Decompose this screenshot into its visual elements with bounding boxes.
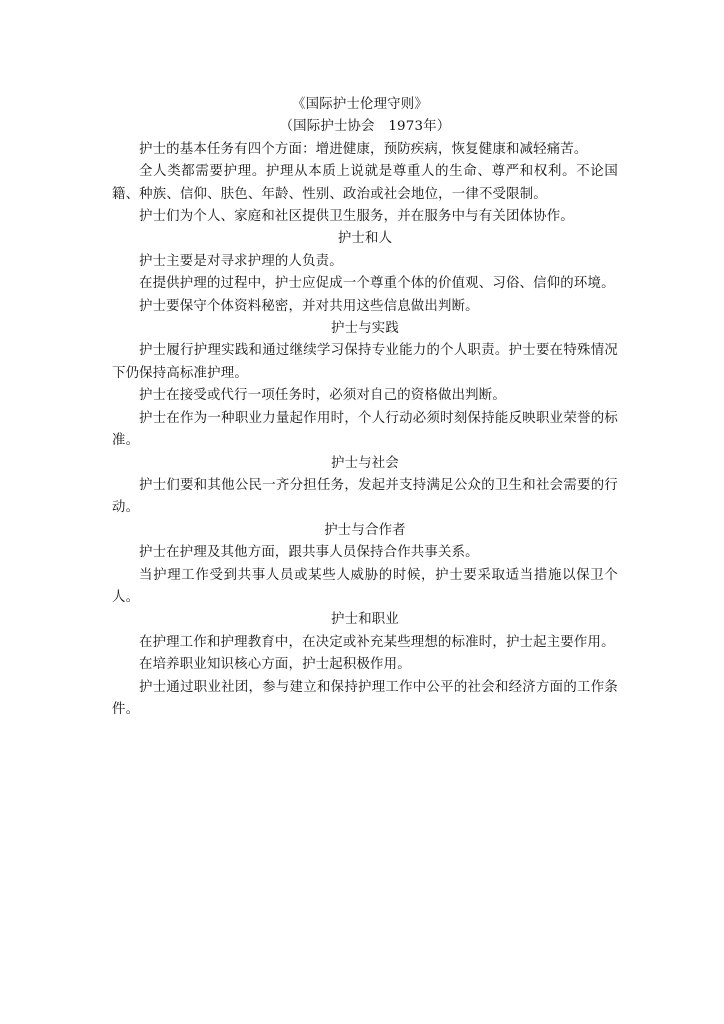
intro-paragraph: 护士的基本任务有四个方面：增进健康，预防疾病，恢复健康和减轻痛苦。 — [139, 141, 588, 157]
section-paragraph: 在提供护理的过程中，护士应促成一个尊重个体的价值观、习俗、信仰的环境。 — [139, 276, 615, 292]
section-heading-nurses-and-people: 护士和人 — [337, 231, 393, 247]
section-paragraph: 护士履行护理实践和通过继续学习保持专业能力的个人职责。护士要在特殊情况下仍保持高标准护理。 — [112, 343, 618, 381]
section-heading-nurses-and-society: 护士与社会 — [331, 455, 399, 471]
intro-paragraph: 护士们为个人、家庭和社区提供卫生服务，并在服务中与有关团体协作。 — [139, 209, 574, 225]
document-subtitle: （国际护士协会 1973年） — [279, 119, 451, 135]
section-paragraph: 在护理工作和护理教育中，在决定或补充某些理想的标准时，护士起主要作用。 — [139, 634, 615, 650]
section-heading-nurses-and-practice: 护士与实践 — [331, 321, 399, 337]
section-paragraph: 护士在接受或代行一项任务时，必须对自己的资格做出判断。 — [139, 388, 506, 404]
section-paragraph: 护士在护理及其他方面，跟共事人员保持合作共事关系。 — [139, 545, 479, 561]
section-paragraph: 护士要保守个体资料秘密，并对共用这些信息做出判断。 — [139, 298, 479, 314]
intro-paragraph: 全人类都需要护理。护理从本质上说就是尊重人的生命、尊严和权利。不论国籍、种族、信仰、肤色、年龄、性别、政治或社会地位，一律不受限制。 — [112, 164, 618, 202]
section-paragraph: 护士通过职业社团，参与建立和保持护理工作中公平的社会和经济方面的工作条件。 — [112, 679, 618, 717]
section-paragraph: 在培养职业知识核心方面，护士起积极作用。 — [139, 657, 411, 673]
section-paragraph: 护士在作为一种职业力量起作用时，个人行动必须时刻保持能反映职业荣誉的标准。 — [112, 410, 618, 449]
document-title: 《国际护士伦理守则》 — [292, 97, 428, 112]
section-heading-nurses-and-coworkers: 护士与合作者 — [324, 522, 406, 538]
section-paragraph: 当护理工作受到共事人员或某些人威胁的时候，护士要采取适当措施以保卫个人。 — [112, 567, 618, 605]
section-paragraph: 护士们要和其他公民一齐分担任务，发起并支持满足公众的卫生和社会需要的行动。 — [112, 477, 618, 516]
section-paragraph: 护士主要是对寻求护理的人负责。 — [139, 253, 343, 269]
document-page — [112, 94, 618, 721]
section-heading-nurses-and-profession: 护士和职业 — [331, 612, 399, 628]
